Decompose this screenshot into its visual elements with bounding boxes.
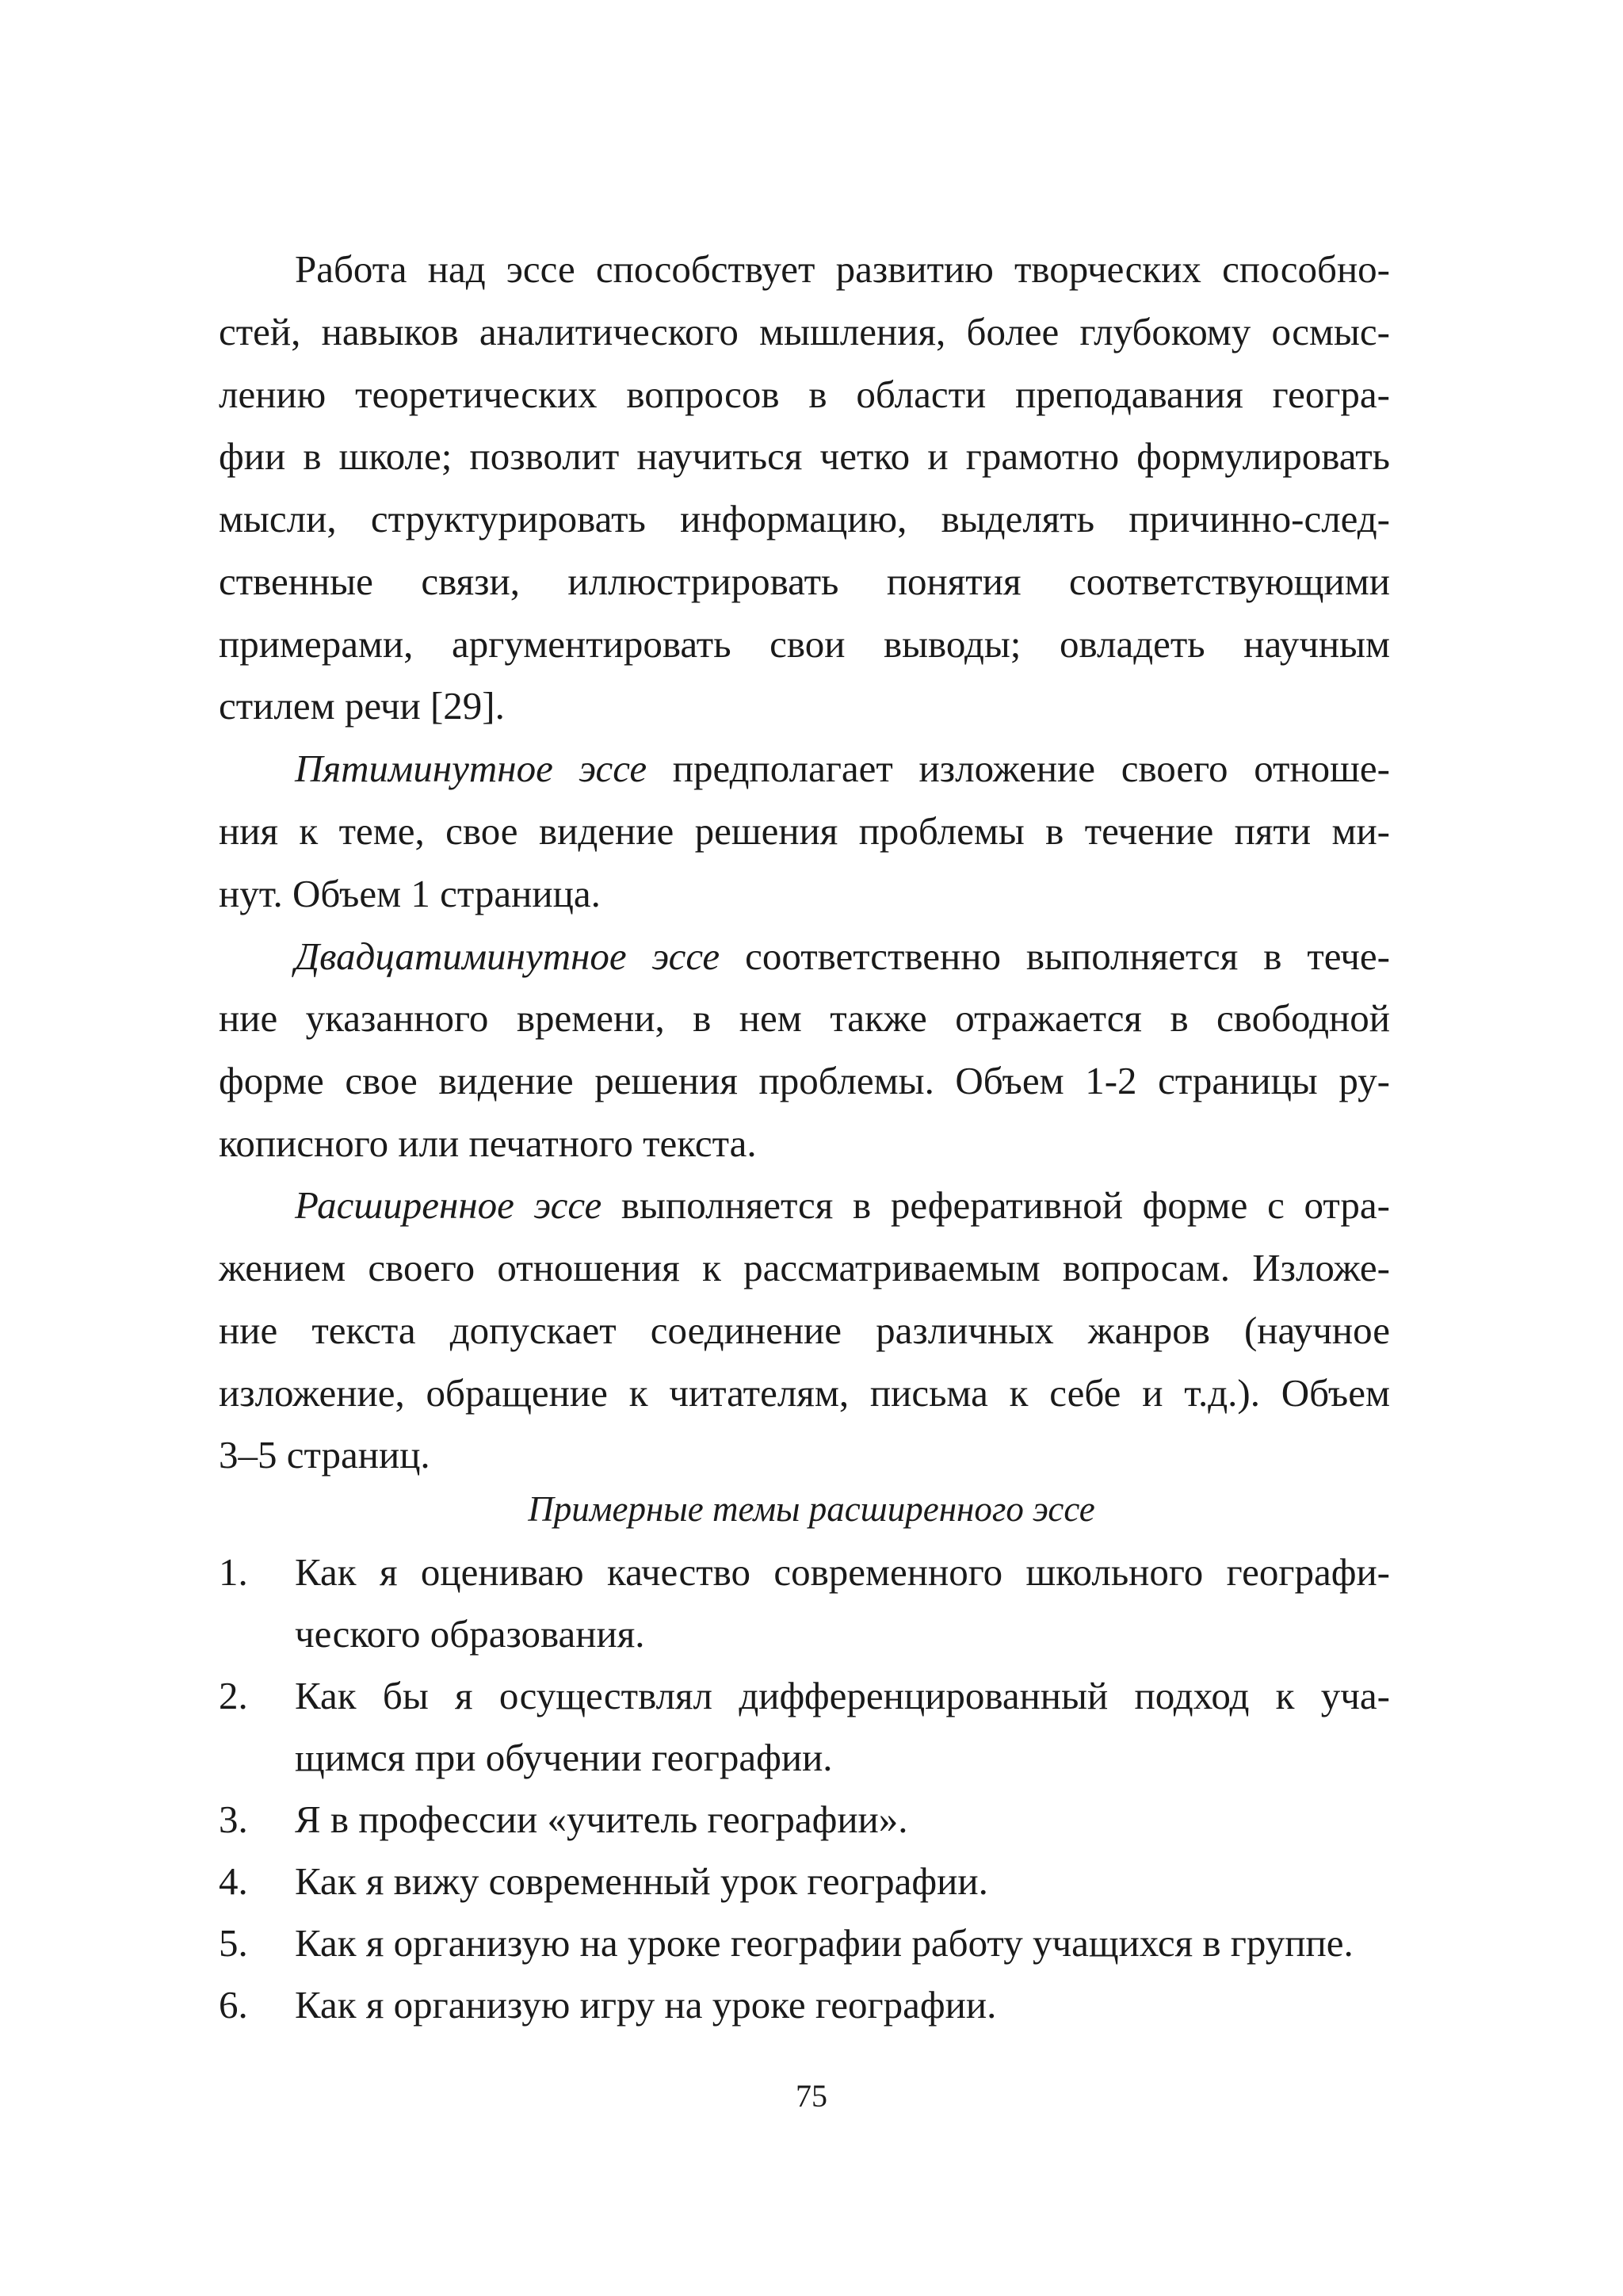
- paragraph-3-line-1-rest: соответственно выполняется в тече-: [720, 934, 1390, 978]
- list-item-1-line-2: ческого образования.: [295, 1612, 645, 1656]
- paragraph-2-line-3: нут. Объем 1 страница.: [219, 872, 601, 915]
- list-item-4-number: 4.: [219, 1859, 248, 1903]
- paragraph-3-line-3: форме свое видение решения проблемы. Объем 1-2 страницы ру-: [219, 1059, 1390, 1102]
- paragraph-2-line-1: [295, 745, 1390, 793]
- list-item-3-number: 3.: [219, 1797, 248, 1841]
- paragraph-4-line-3: ние текста допускает соединение различных жанров (научное: [219, 1308, 1390, 1352]
- paragraph-1-line-6: ственные связи, иллюстрировать понятия соответствующими: [219, 560, 1390, 603]
- subheading: Примерные темы расширенного эссе: [528, 1489, 1095, 1529]
- paragraph-3-line-2: ние указанного времени, в нем также отражается в свободной: [219, 996, 1390, 1040]
- paragraph-1-line-5: мысли, структурировать информацию, выделять причинно-след-: [219, 497, 1390, 541]
- paragraph-3-line-4: кописного или печатного текста.: [219, 1121, 757, 1165]
- paragraph-1-line-7: примерами, аргументировать свои выводы; овладеть научным: [219, 622, 1390, 666]
- list-item-2-line-2: щимся при обучении географии.: [295, 1736, 833, 1779]
- list-item-5-number: 5.: [219, 1921, 248, 1965]
- list-item-5-line-1: Как я организую на уроке географии работу учащихся в группе.: [295, 1921, 1354, 1965]
- list-item-1-line-1: Как я оцениваю качество современного школьного географи-: [295, 1550, 1390, 1594]
- paragraph-1-line-8: стилем речи [29].: [219, 684, 505, 728]
- page-number: 75: [796, 2078, 827, 2114]
- paragraph-2-line-2: ния к теме, свое видение решения проблемы в течение пяти ми-: [219, 809, 1390, 853]
- list-item-3-line-1: Я в профессии «учитель географии».: [295, 1797, 908, 1841]
- paragraph-1-line-2: стей, навыков аналитического мышления, более глубокому осмыс-: [219, 310, 1390, 353]
- term-extended-essay: Расширенное эссе: [295, 1183, 602, 1227]
- paragraph-3-line-1: [295, 933, 1390, 980]
- paragraph-4-line-2: жением своего отношения к рассматриваемым вопросам. Изложе-: [219, 1246, 1390, 1289]
- list-item-2-line-1: Как бы я осуществлял дифференцированный подход к уча-: [295, 1674, 1390, 1717]
- term-twenty-minute-essay: Двадцатиминутное эссе: [295, 934, 720, 978]
- list-item-6-number: 6.: [219, 1983, 248, 2027]
- list-item-2-number: 2.: [219, 1674, 248, 1717]
- list-item-6-line-1: Как я организую игру на уроке географии.: [295, 1983, 997, 2027]
- list-item-4-line-1: Как я вижу современный урок географии.: [295, 1859, 988, 1903]
- paragraph-4-line-4: изложение, обращение к читателям, письма к себе и т.д.). Объем: [219, 1371, 1390, 1415]
- paragraph-1-line-4: фии в школе; позволит научиться четко и грамотно формулировать: [219, 434, 1390, 478]
- list-item-1-number: 1.: [219, 1550, 248, 1594]
- paragraph-4-line-1-rest: выполняется в реферативной форме с отра-: [601, 1183, 1390, 1227]
- term-five-minute-essay: Пятиминутное эссе: [295, 747, 647, 790]
- paragraph-1-line-1: Работа над эссе способствует развитию творческих способно-: [295, 247, 1390, 291]
- paragraph-1-line-3: лению теоретических вопросов в области преподавания геогра-: [219, 372, 1390, 416]
- paragraph-4-line-5: 3–5 страниц.: [219, 1433, 430, 1477]
- paragraph-2-line-1-rest: предполагает изложение своего отноше-: [647, 747, 1390, 790]
- paragraph-4-line-1: [295, 1182, 1390, 1229]
